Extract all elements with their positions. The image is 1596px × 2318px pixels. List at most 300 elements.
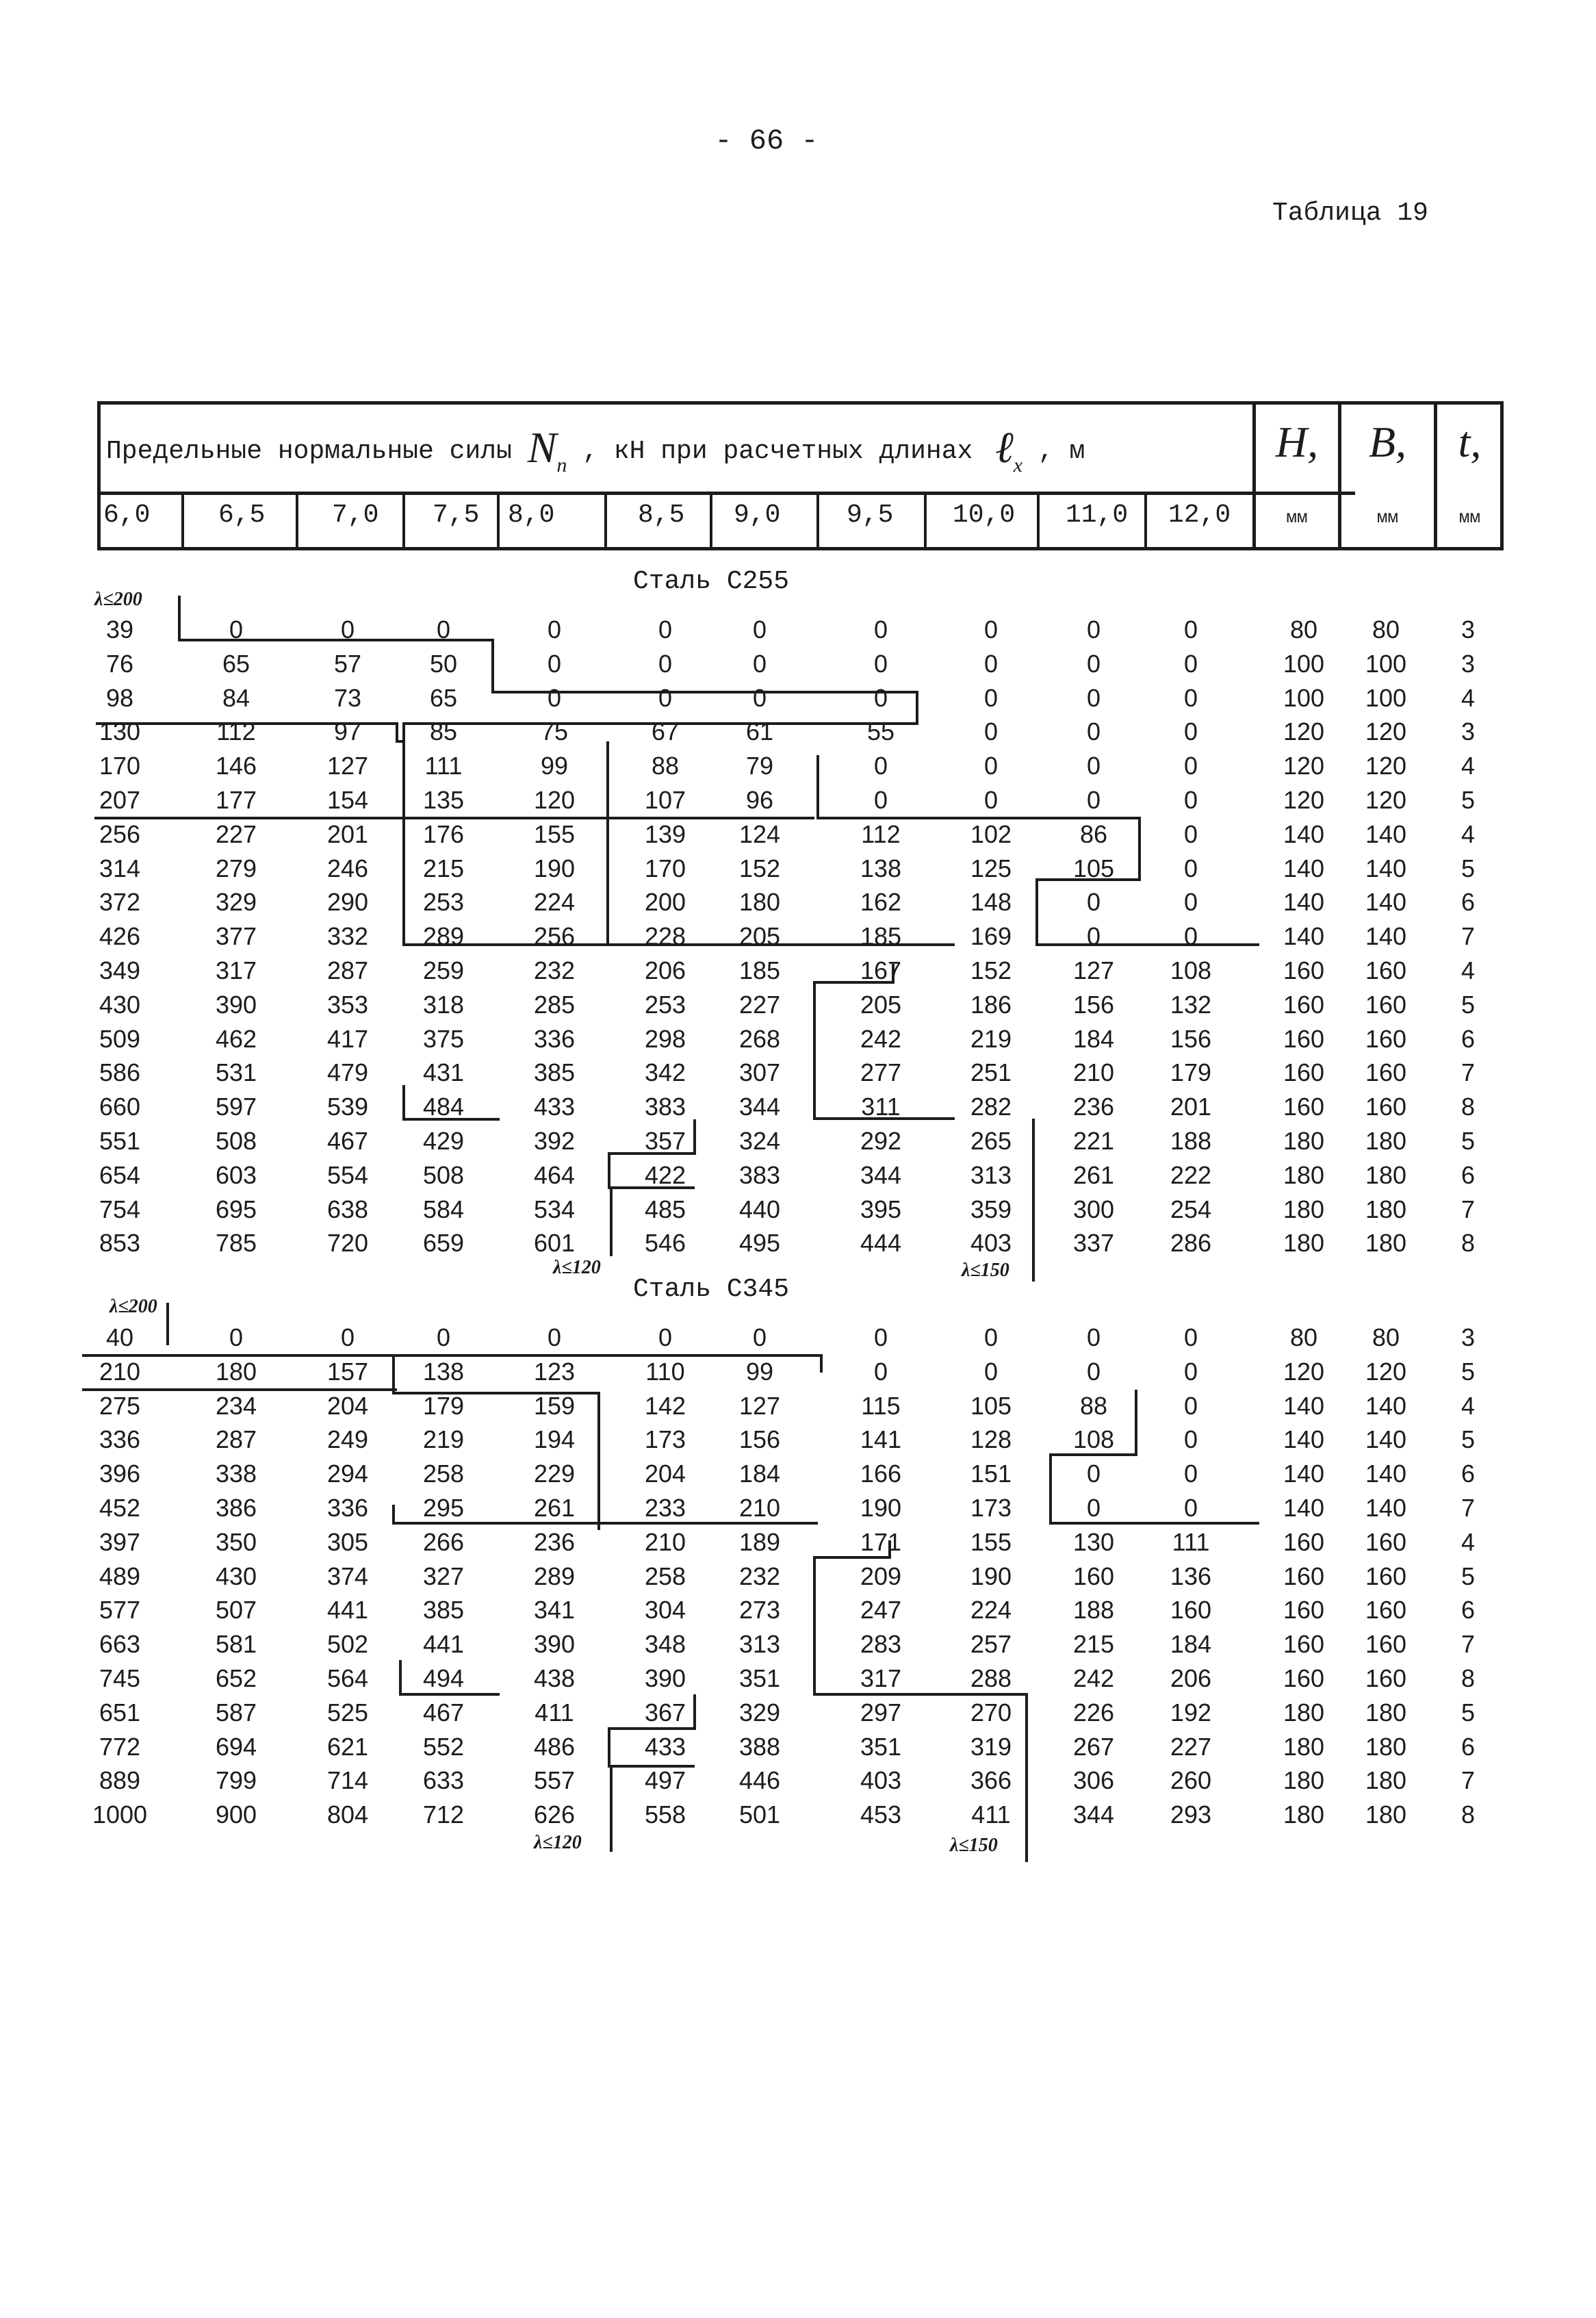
table-cell: 73 — [333, 683, 362, 712]
table-cell: 317 — [860, 1664, 902, 1692]
table-cell: 108 — [1170, 956, 1212, 984]
table-cell: 329 — [215, 888, 257, 917]
length-9-0: 9,0 — [734, 500, 781, 530]
table-cell: 125 — [970, 854, 1012, 882]
table-cell: 337 — [1072, 1229, 1115, 1258]
table-cell: 279 — [215, 854, 257, 882]
table-cell: 180 — [1283, 1800, 1325, 1829]
force-symbol: $N_п$ — [527, 423, 567, 476]
table-cell: 289 — [533, 1562, 576, 1590]
table-cell: 531 — [215, 1058, 257, 1087]
table-number: Таблица 19 — [1272, 199, 1428, 228]
table-cell: 55 — [866, 717, 895, 746]
table-cell: 79 — [745, 752, 774, 780]
table-cell: 100 — [1283, 649, 1325, 678]
table-cell: 429 — [422, 1127, 465, 1155]
table-cell: 0 — [873, 1357, 888, 1386]
table-cell: 654 — [99, 1160, 141, 1189]
table-cell: 462 — [215, 1024, 257, 1053]
table-cell: 257 — [970, 1630, 1012, 1659]
table-cell: 224 — [533, 888, 576, 917]
table-cell: 209 — [860, 1562, 902, 1590]
table-cell: 151 — [970, 1460, 1012, 1488]
unit-B: мм — [1376, 507, 1399, 528]
table-cell: 160 — [1283, 956, 1325, 984]
table-cell: 140 — [1283, 819, 1325, 848]
table-cell: 120 — [1365, 717, 1407, 746]
table-cell: 140 — [1365, 1425, 1407, 1454]
table-cell: 4 — [1460, 752, 1476, 780]
table-cell: 180 — [1283, 1732, 1325, 1761]
table-cell: 57 — [333, 649, 362, 678]
table-cell: 804 — [326, 1800, 369, 1829]
table-cell: 0 — [1086, 752, 1101, 780]
table-cell: 440 — [738, 1195, 781, 1223]
table-cell: 152 — [738, 854, 781, 882]
table-cell: 489 — [99, 1562, 141, 1590]
table-cell: 0 — [1086, 1494, 1101, 1522]
table-cell: 242 — [1072, 1664, 1115, 1692]
table-cell: 105 — [1072, 854, 1115, 882]
table-cell: 206 — [644, 956, 686, 984]
table-cell: 0 — [983, 717, 999, 746]
table-cell: 287 — [326, 956, 369, 984]
table-cell: 184 — [1170, 1630, 1212, 1659]
table-cell: 232 — [533, 956, 576, 984]
length-11-0: 11,0 — [1066, 500, 1129, 530]
table-cell: 256 — [99, 819, 141, 848]
table-cell: 7 — [1460, 1494, 1476, 1522]
table-cell: 201 — [326, 819, 369, 848]
table-cell: 160 — [1283, 990, 1325, 1019]
table-cell: 154 — [326, 786, 369, 814]
table-cell: 0 — [873, 752, 888, 780]
table-cell: 221 — [1072, 1127, 1115, 1155]
table-cell: 205 — [738, 922, 781, 951]
table-cell: 314 — [99, 854, 141, 882]
table-cell: 324 — [738, 1127, 781, 1155]
table-cell: 0 — [1183, 717, 1198, 746]
table-cell: 581 — [215, 1630, 257, 1659]
table-cell: 200 — [644, 888, 686, 917]
table-cell: 215 — [422, 854, 465, 882]
table-cell: 0 — [752, 615, 767, 644]
table-cell: 155 — [970, 1527, 1012, 1556]
table-cell: 160 — [1365, 1630, 1407, 1659]
table-cell: 160 — [1283, 1596, 1325, 1625]
table-cell: 160 — [1365, 1058, 1407, 1087]
table-cell: 84 — [222, 683, 250, 712]
table-cell: 3 — [1460, 615, 1476, 644]
section-title-c345: Сталь С345 — [633, 1275, 790, 1304]
table-cell: 0 — [983, 683, 999, 712]
table-cell: 495 — [738, 1229, 781, 1258]
table-cell: 107 — [644, 786, 686, 814]
table-cell: 295 — [422, 1494, 465, 1522]
table-cell: 180 — [1365, 1195, 1407, 1223]
length-6-0: 6,0 — [103, 500, 151, 530]
table-cell: 546 — [644, 1229, 686, 1258]
table-cell: 115 — [861, 1391, 901, 1420]
table-cell: 411 — [535, 1698, 574, 1727]
table-cell: 156 — [738, 1425, 781, 1454]
table-cell: 294 — [326, 1460, 369, 1488]
header-title-mid: , кН при расчетных длинах — [582, 437, 973, 466]
table-cell: 353 — [326, 990, 369, 1019]
table-cell: 140 — [1283, 854, 1325, 882]
table-cell: 486 — [533, 1732, 576, 1761]
table-cell: 336 — [326, 1494, 369, 1522]
table-cell: 0 — [658, 615, 673, 644]
table-cell: 554 — [326, 1160, 369, 1189]
table-cell: 254 — [1170, 1195, 1212, 1223]
table-cell: 265 — [970, 1127, 1012, 1155]
table-cell: 0 — [1183, 649, 1198, 678]
table-cell: 900 — [215, 1800, 257, 1829]
table-cell: 184 — [1072, 1024, 1115, 1053]
table-cell: 160 — [1283, 1562, 1325, 1590]
table-cell: 6 — [1460, 1160, 1476, 1189]
table-cell: 96 — [745, 786, 774, 814]
table-cell: 4 — [1460, 1527, 1476, 1556]
table-cell: 0 — [1086, 888, 1101, 917]
table-cell: 140 — [1283, 1391, 1325, 1420]
table-cell: 160 — [1365, 1664, 1407, 1692]
table-cell: 0 — [983, 649, 999, 678]
table-cell: 444 — [860, 1229, 902, 1258]
table-cell: 597 — [215, 1093, 257, 1121]
table-cell: 261 — [533, 1494, 576, 1522]
table-cell: 266 — [422, 1527, 465, 1556]
table-cell: 0 — [229, 615, 244, 644]
table-cell: 130 — [1072, 1527, 1115, 1556]
table-cell: 102 — [970, 819, 1012, 848]
table-cell: 441 — [422, 1630, 465, 1659]
table-cell: 207 — [99, 786, 141, 814]
length-6-5: 6,5 — [218, 500, 266, 530]
table-cell: 8 — [1460, 1664, 1476, 1692]
table-cell: 112 — [861, 819, 901, 848]
table-cell: 188 — [1170, 1127, 1212, 1155]
table-cell: 467 — [326, 1127, 369, 1155]
table-cell: 160 — [1365, 1527, 1407, 1556]
table-cell: 8 — [1460, 1800, 1476, 1829]
table-cell: 0 — [1086, 615, 1101, 644]
table-cell: 85 — [429, 717, 458, 746]
table-cell: 152 — [970, 956, 1012, 984]
table-cell: 88 — [651, 752, 680, 780]
table-cell: 433 — [644, 1732, 686, 1761]
table-cell: 227 — [215, 819, 257, 848]
table-cell: 348 — [644, 1630, 686, 1659]
table-cell: 366 — [970, 1766, 1012, 1795]
table-cell: 0 — [873, 615, 888, 644]
table-cell: 160 — [1283, 1093, 1325, 1121]
table-cell: 375 — [422, 1024, 465, 1053]
table-cell: 403 — [970, 1229, 1012, 1258]
table-cell: 0 — [873, 786, 888, 814]
table-cell: 336 — [533, 1024, 576, 1053]
table-cell: 390 — [533, 1630, 576, 1659]
table-cell: 185 — [738, 956, 781, 984]
table-cell: 386 — [215, 1494, 257, 1522]
table-cell: 287 — [215, 1425, 257, 1454]
table-cell: 180 — [1365, 1160, 1407, 1189]
table-cell: 120 — [1283, 1357, 1325, 1386]
table-cell: 160 — [1365, 956, 1407, 984]
table-cell: 694 — [215, 1732, 257, 1761]
table-cell: 508 — [422, 1160, 465, 1189]
table-cell: 0 — [1183, 922, 1198, 951]
table-cell: 430 — [99, 990, 141, 1019]
table-cell: 259 — [422, 956, 465, 984]
table-cell: 390 — [215, 990, 257, 1019]
table-cell: 275 — [99, 1391, 141, 1420]
table-cell: 633 — [422, 1766, 465, 1795]
table-cell: 205 — [860, 990, 902, 1019]
table-cell: 192 — [1170, 1698, 1212, 1727]
table-cell: 120 — [1283, 717, 1325, 746]
table-cell: 0 — [752, 1323, 767, 1351]
table-cell: 247 — [860, 1596, 902, 1625]
table-cell: 285 — [533, 990, 576, 1019]
table-cell: 160 — [1365, 990, 1407, 1019]
table-cell: 0 — [547, 649, 562, 678]
table-cell: 307 — [738, 1058, 781, 1087]
table-cell: 558 — [644, 1800, 686, 1829]
table-cell: 745 — [99, 1664, 141, 1692]
table-cell: 188 — [1072, 1596, 1115, 1625]
table-cell: 5 — [1460, 1425, 1476, 1454]
table-cell: 351 — [738, 1664, 781, 1692]
table-cell: 179 — [422, 1391, 465, 1420]
table-cell: 497 — [644, 1766, 686, 1795]
table-cell: 160 — [1072, 1562, 1115, 1590]
table-cell: 0 — [1086, 1323, 1101, 1351]
table-cell: 160 — [1283, 1527, 1325, 1556]
table-cell: 169 — [970, 922, 1012, 951]
table-cell: 663 — [99, 1630, 141, 1659]
table-cell: 176 — [422, 819, 465, 848]
table-cell: 7 — [1460, 1630, 1476, 1659]
table-cell: 105 — [970, 1391, 1012, 1420]
table-cell: 453 — [860, 1800, 902, 1829]
table-cell: 170 — [644, 854, 686, 882]
table-cell: 180 — [1365, 1732, 1407, 1761]
table-cell: 138 — [422, 1357, 465, 1386]
table-cell: 162 — [860, 888, 902, 917]
table-cell: 268 — [738, 1024, 781, 1053]
table-cell: 319 — [970, 1732, 1012, 1761]
table-cell: 388 — [738, 1732, 781, 1761]
table-cell: 80 — [1289, 615, 1318, 644]
table-cell: 377 — [215, 922, 257, 951]
table-cell: 712 — [422, 1800, 465, 1829]
table-cell: 651 — [99, 1698, 141, 1727]
table-cell: 194 — [533, 1425, 576, 1454]
table-cell: 0 — [658, 649, 673, 678]
table-cell: 367 — [644, 1698, 686, 1727]
table-cell: 99 — [745, 1357, 774, 1386]
table-cell: 525 — [326, 1698, 369, 1727]
table-cell: 140 — [1365, 819, 1407, 848]
header-title-prefix: Предельные нормальные силы — [106, 437, 512, 466]
table-cell: 305 — [326, 1527, 369, 1556]
table-cell: 246 — [326, 854, 369, 882]
table-cell: 139 — [644, 819, 686, 848]
table-cell: 277 — [860, 1058, 902, 1087]
length-9-5: 9,5 — [847, 500, 894, 530]
table-cell: 124 — [738, 819, 781, 848]
table-cell: 0 — [1086, 649, 1101, 678]
table-cell: 433 — [533, 1093, 576, 1121]
length-10-0: 10,0 — [953, 500, 1016, 530]
column-t: t, — [1458, 418, 1482, 466]
table-cell: 190 — [860, 1494, 902, 1522]
table-cell: 288 — [970, 1664, 1012, 1692]
table-cell: 111 — [1172, 1527, 1210, 1556]
section-title-c255: Сталь С255 — [633, 567, 790, 596]
table-cell: 186 — [970, 990, 1012, 1019]
table-cell: 626 — [533, 1800, 576, 1829]
table-cell: 6 — [1460, 888, 1476, 917]
table-cell: 171 — [860, 1527, 902, 1556]
table-cell: 204 — [326, 1391, 369, 1420]
table-cell: 166 — [860, 1460, 902, 1488]
table-cell: 292 — [860, 1127, 902, 1155]
table-cell: 160 — [1283, 1630, 1325, 1659]
table-cell: 170 — [99, 752, 141, 780]
table-cell: 300 — [1072, 1195, 1115, 1223]
table-cell: 160 — [1365, 1562, 1407, 1590]
table-cell: 0 — [547, 1323, 562, 1351]
header-title-suffix: , м — [1038, 437, 1085, 466]
table-cell: 1000 — [92, 1800, 148, 1829]
table-cell: 219 — [422, 1425, 465, 1454]
table-cell: 338 — [215, 1460, 257, 1488]
table-cell: 494 — [422, 1664, 465, 1692]
table-cell: 479 — [326, 1058, 369, 1087]
table-cell: 0 — [658, 1323, 673, 1351]
table-cell: 140 — [1283, 1460, 1325, 1488]
table-cell: 210 — [1072, 1058, 1115, 1087]
table-cell: 507 — [215, 1596, 257, 1625]
length-7-0: 7,0 — [332, 500, 379, 530]
table-cell: 39 — [105, 615, 134, 644]
table-cell: 659 — [422, 1229, 465, 1258]
table-cell: 403 — [860, 1766, 902, 1795]
table-cell: 564 — [326, 1664, 369, 1692]
table-cell: 385 — [533, 1058, 576, 1087]
table-cell: 0 — [436, 615, 451, 644]
table-cell: 438 — [533, 1664, 576, 1692]
table-cell: 160 — [1365, 1596, 1407, 1625]
table-cell: 754 — [99, 1195, 141, 1223]
table-cell: 452 — [99, 1494, 141, 1522]
table-cell: 128 — [970, 1425, 1012, 1454]
table-cell: 140 — [1365, 922, 1407, 951]
table-cell: 772 — [99, 1732, 141, 1761]
table-cell: 799 — [215, 1766, 257, 1795]
table-cell: 227 — [1170, 1732, 1212, 1761]
table-cell: 431 — [422, 1058, 465, 1087]
table-cell: 140 — [1365, 888, 1407, 917]
unit-t: мм — [1458, 507, 1481, 528]
table-cell: 508 — [215, 1127, 257, 1155]
table-cell: 0 — [1183, 1494, 1198, 1522]
table-cell: 140 — [1365, 1460, 1407, 1488]
table-cell: 267 — [1072, 1732, 1115, 1761]
table-cell: 206 — [1170, 1664, 1212, 1692]
table-cell: 426 — [99, 922, 141, 951]
table-cell: 258 — [422, 1460, 465, 1488]
table-cell: 177 — [215, 786, 257, 814]
table-cell: 156 — [1170, 1024, 1212, 1053]
table-cell: 467 — [422, 1698, 465, 1727]
table-cell: 215 — [1072, 1630, 1115, 1659]
table-cell: 180 — [1283, 1698, 1325, 1727]
lambda-150-label-c345: λ≤150 — [950, 1835, 998, 1856]
length-7-5: 7,5 — [433, 500, 480, 530]
table-cell: 3 — [1460, 1323, 1476, 1351]
table-cell: 210 — [644, 1527, 686, 1556]
table-cell: 5 — [1460, 854, 1476, 882]
length-symbol: ℓ$_x$ — [995, 423, 1023, 476]
table-cell: 185 — [860, 922, 902, 951]
table-cell: 138 — [860, 854, 902, 882]
table-cell: 123 — [533, 1357, 576, 1386]
table-cell: 286 — [1170, 1229, 1212, 1258]
table-cell: 180 — [738, 888, 781, 917]
table-cell: 180 — [215, 1357, 257, 1386]
table-cell: 385 — [422, 1596, 465, 1625]
table-cell: 180 — [1283, 1766, 1325, 1795]
table-cell: 120 — [1365, 786, 1407, 814]
table-cell: 397 — [99, 1527, 141, 1556]
table-cell: 304 — [644, 1596, 686, 1625]
table-cell: 180 — [1365, 1229, 1407, 1258]
table-cell: 236 — [533, 1527, 576, 1556]
table-cell: 0 — [1183, 1425, 1198, 1454]
table-cell: 0 — [1183, 819, 1198, 848]
table-cell: 374 — [326, 1562, 369, 1590]
table-cell: 50 — [429, 649, 458, 678]
table-cell: 557 — [533, 1766, 576, 1795]
table-cell: 226 — [1072, 1698, 1115, 1727]
table-cell: 120 — [1365, 752, 1407, 780]
page-number: - 66 - — [715, 125, 819, 157]
table-cell: 273 — [738, 1596, 781, 1625]
table-cell: 392 — [533, 1127, 576, 1155]
table-cell: 318 — [422, 990, 465, 1019]
table-cell: 253 — [644, 990, 686, 1019]
table-cell: 160 — [1365, 1024, 1407, 1053]
table-cell: 0 — [1183, 1323, 1198, 1351]
table-cell: 0 — [340, 615, 355, 644]
table-cell: 228 — [644, 922, 686, 951]
table-cell: 127 — [326, 752, 369, 780]
table-cell: 180 — [1283, 1195, 1325, 1223]
table-cell: 180 — [1365, 1698, 1407, 1727]
table-cell: 140 — [1283, 922, 1325, 951]
table-cell: 0 — [1086, 1460, 1101, 1488]
table-cell: 179 — [1170, 1058, 1212, 1087]
table-cell: 88 — [1079, 1391, 1108, 1420]
table-cell: 140 — [1283, 888, 1325, 917]
table-cell: 3 — [1460, 649, 1476, 678]
table-cell: 464 — [533, 1160, 576, 1189]
table-cell: 8 — [1460, 1229, 1476, 1258]
